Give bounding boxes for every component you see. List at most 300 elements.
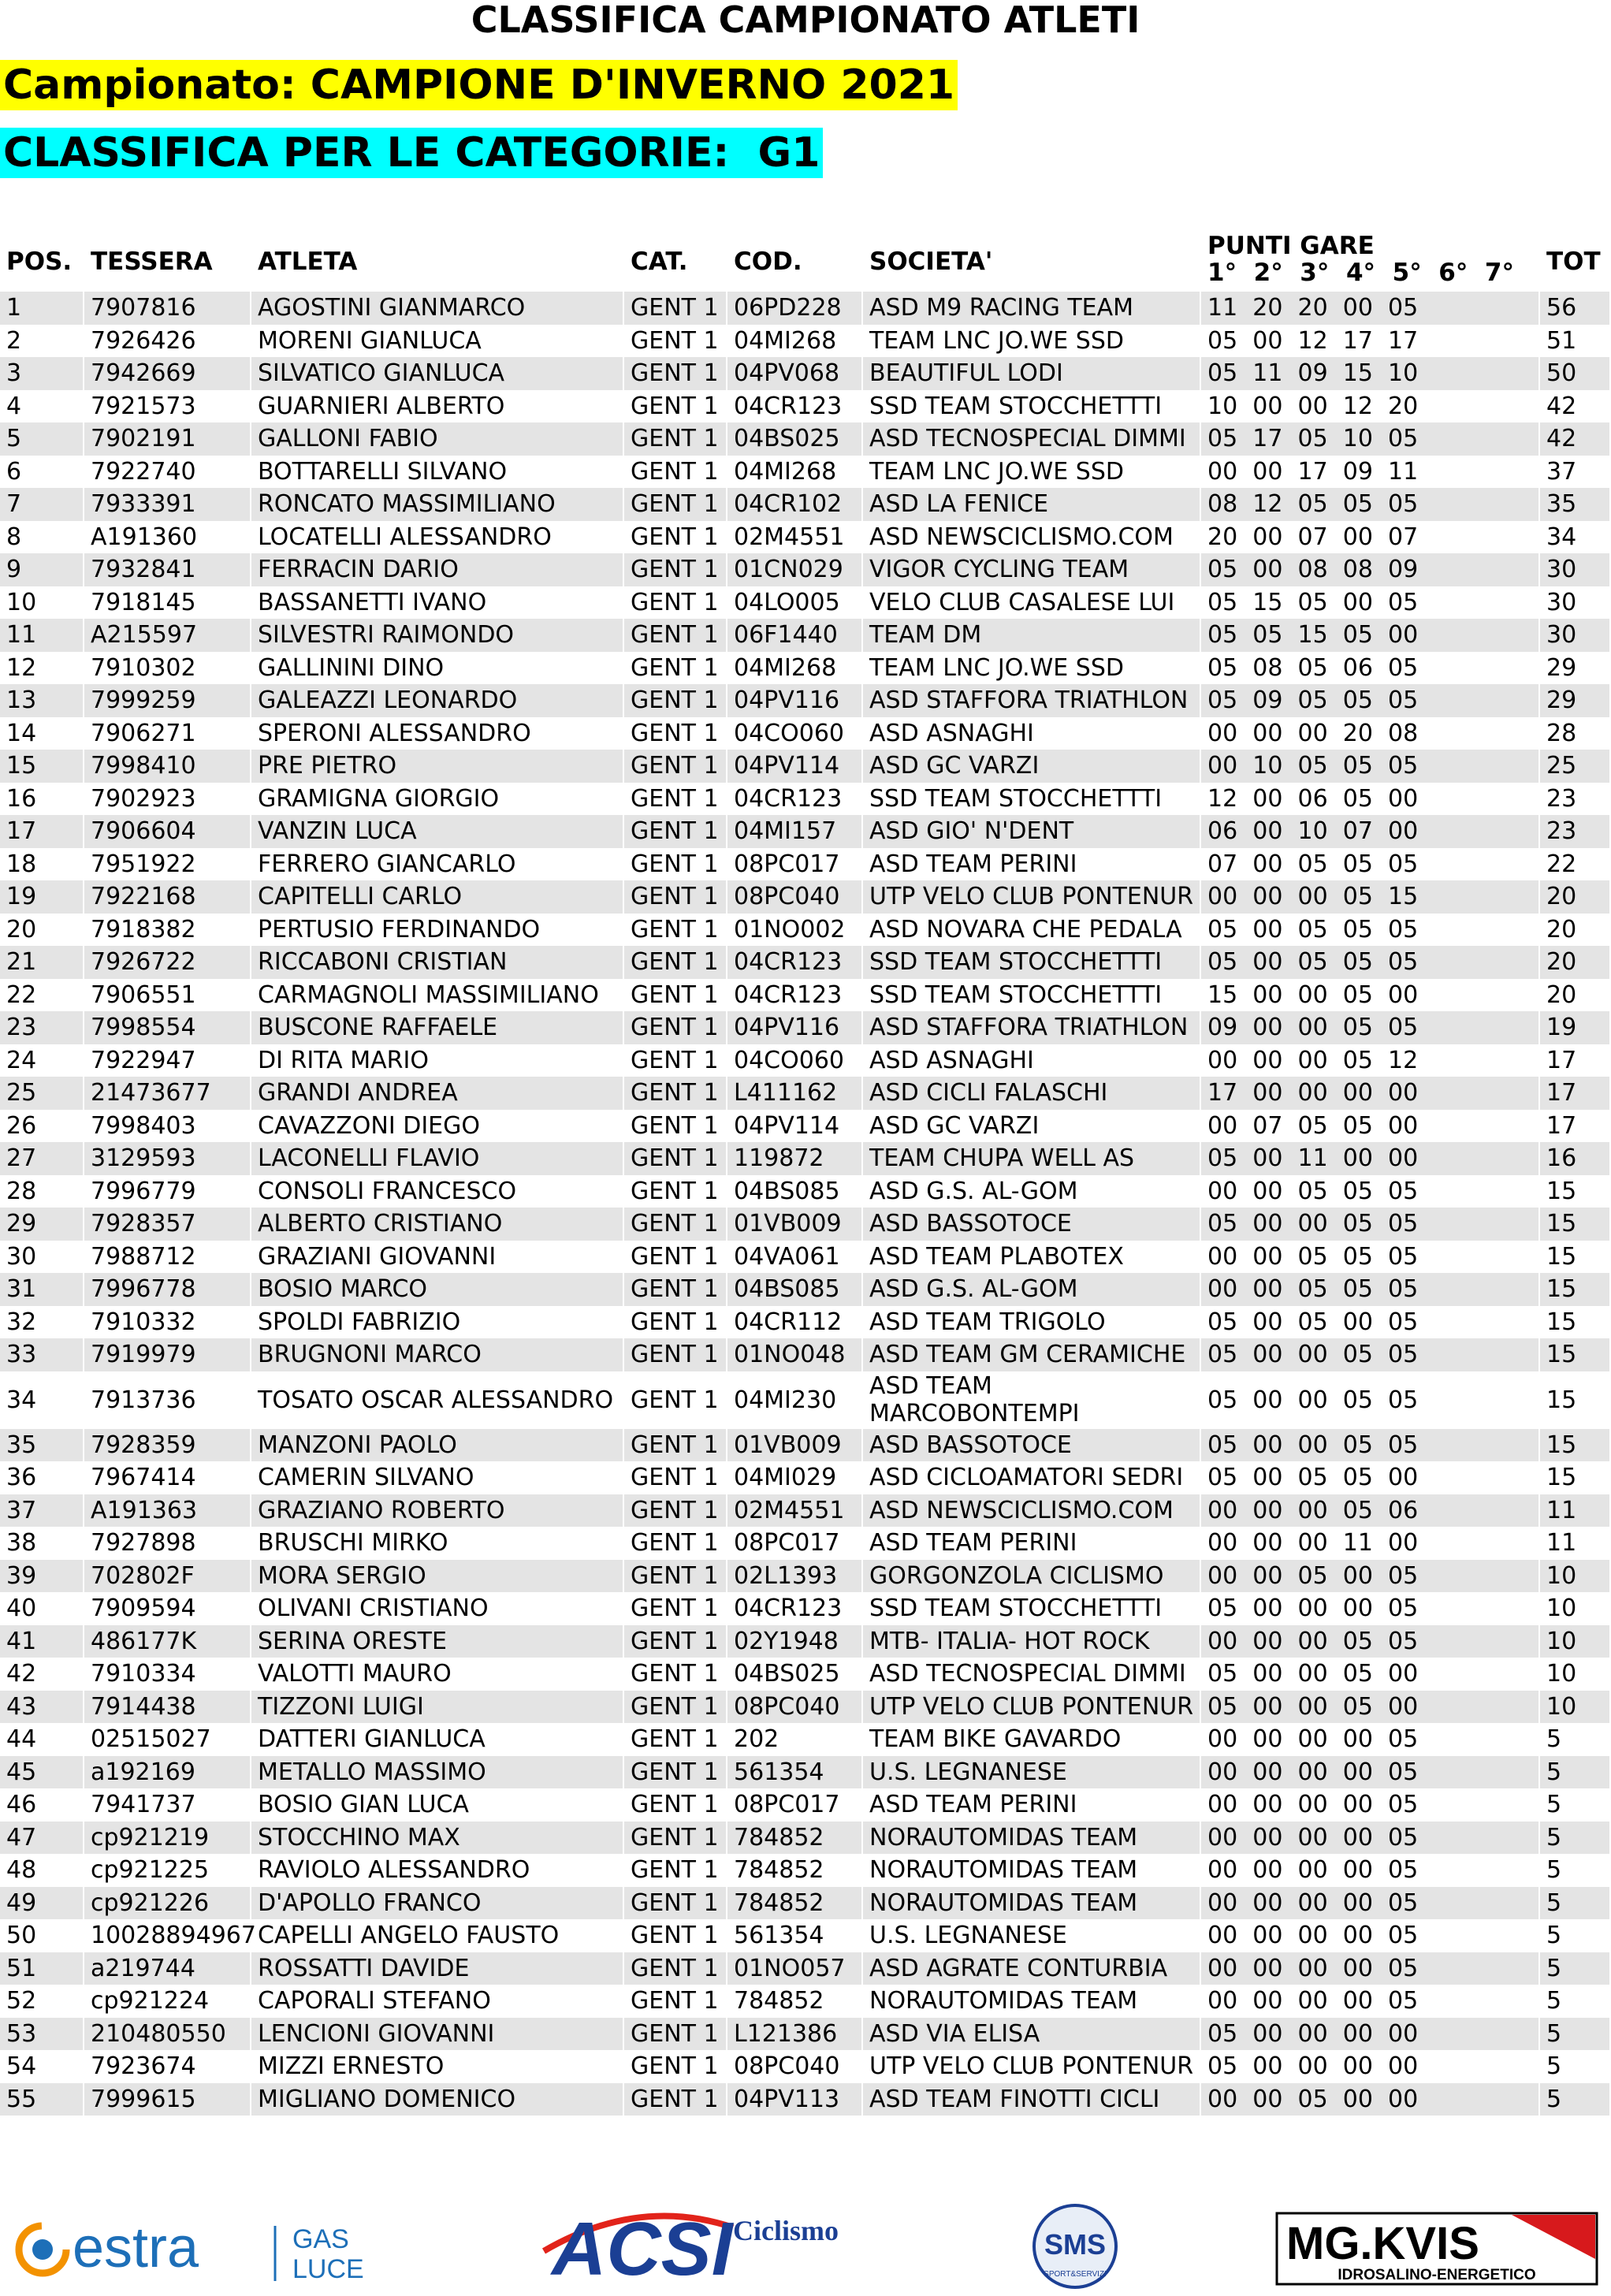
cell-cat: GENT 1 — [624, 684, 726, 717]
cell-atleta: SERINA ORESTE — [251, 1625, 623, 1658]
cell-societa: UTP VELO CLUB PONTENUR — [863, 1691, 1200, 1724]
cell-cod: 784852 — [727, 1887, 861, 1920]
cell-pos: 38 — [6, 1529, 37, 1557]
table-row — [0, 1919, 1611, 1952]
table-row — [0, 586, 1611, 620]
cell-cat: GENT 1 — [631, 1177, 719, 1205]
cell-pos: 30 — [6, 1242, 37, 1271]
cell-pos: 28 — [6, 1177, 37, 1205]
cell-tot: 37 — [1546, 457, 1577, 486]
cell-tessera: 7941737 — [91, 1791, 196, 1819]
cell-tessera: 7906604 — [84, 815, 250, 848]
cell-tot: 30 — [1546, 588, 1577, 616]
cell-tessera: 7967414 — [91, 1464, 196, 1492]
table-row — [0, 292, 1611, 325]
sponsor-bar — [0, 2191, 1611, 2296]
cell-cat: GENT 1 — [631, 1725, 719, 1754]
cell-pos: 33 — [0, 1338, 83, 1371]
cell-cat: GENT 1 — [631, 1791, 719, 1819]
table-row — [0, 1592, 1611, 1625]
cell-tessera: 7922168 — [84, 880, 250, 914]
cell-cod: 01NO057 — [727, 1952, 861, 1985]
cell-pos: 14 — [6, 719, 37, 747]
cell-punti: 05 00 05 05 00 — [1207, 1464, 1419, 1492]
cell-pos: 27 — [0, 1142, 83, 1175]
table-row — [0, 783, 1611, 816]
cell-tessera: 7996778 — [84, 1273, 250, 1306]
cell-atleta: SILVESTRI RAIMONDO — [251, 619, 623, 652]
cell-cat: GENT 1 — [624, 1952, 726, 1985]
cell-atleta: GRAZIANO ROBERTO — [251, 1494, 623, 1528]
cell-societa: GORGONZOLA CICLISMO — [863, 1560, 1200, 1593]
cell-cat: GENT 1 — [624, 1560, 726, 1593]
cell-cod: 01NO048 — [727, 1338, 861, 1371]
cell-societa: NORAUTOMIDAS TEAM — [869, 1987, 1138, 2015]
cell-cat: GENT 1 — [631, 588, 719, 616]
cell-tot: 5 — [1546, 1987, 1562, 2015]
cell-cat: GENT 1 — [624, 553, 726, 586]
table-row — [0, 1527, 1611, 1560]
cell-tessera: 7996779 — [91, 1177, 196, 1205]
table-row — [0, 1273, 1611, 1306]
cell-tot: 5 — [1546, 1791, 1562, 1819]
cell-societa: SSD TEAM STOCCHETTTI — [869, 392, 1163, 420]
cell-societa: ASD BASSOTOCE — [863, 1208, 1200, 1241]
cell-cod: 04VA061 — [734, 1242, 840, 1271]
cell-societa: ASD NEWSCICLISMO.COM — [869, 523, 1174, 551]
cell-punti: 00 00 00 05 06 — [1201, 1494, 1538, 1528]
estra-luce: LUCE — [292, 2254, 364, 2284]
cell-atleta: BOSIO GIAN LUCA — [258, 1791, 469, 1819]
cell-cat: GENT 1 — [631, 326, 719, 355]
cell-punti: 00 00 05 00 05 — [1201, 1560, 1538, 1593]
cell-tot: 28 — [1546, 719, 1577, 747]
cell-pos: 55 — [0, 2083, 83, 2116]
cell-tessera: 7914438 — [84, 1691, 250, 1724]
cell-punti: 00 00 00 00 05 — [1201, 1887, 1538, 1920]
cell-pos: 4 — [6, 392, 22, 420]
cell-cod: 04CR123 — [734, 784, 843, 813]
cell-atleta: LACONELLI FLAVIO — [251, 1142, 623, 1175]
cell-cat: GENT 1 — [631, 457, 719, 486]
mgkvis-sub: IDROSALINO-ENERGETICO — [1338, 2267, 1536, 2283]
cell-societa: ASD VIA ELISA — [863, 2018, 1200, 2051]
cell-atleta: METALLO MASSIMO — [251, 1756, 623, 1789]
table-row — [0, 914, 1611, 947]
cell-cod: 04CR123 — [734, 981, 843, 1009]
cell-pos: 15 — [0, 750, 83, 783]
cell-cod: 04PV116 — [727, 684, 861, 717]
cell-tot: 5 — [1546, 1922, 1562, 1950]
cell-punti: 05 00 00 00 00 — [1207, 2052, 1419, 2081]
table-row — [0, 1175, 1611, 1208]
cell-tessera: 7988712 — [91, 1242, 196, 1271]
cell-pos: 46 — [6, 1791, 37, 1819]
cell-pos: 44 — [6, 1725, 37, 1754]
cell-atleta: ROSSATTI DAVIDE — [251, 1952, 623, 1985]
cell-societa: ASD CICLOAMATORI SEDRI — [869, 1464, 1184, 1492]
estra-gas: GAS — [292, 2224, 349, 2254]
col-tot: TOT — [1546, 247, 1601, 276]
cell-pos: 10 — [6, 588, 37, 616]
cell-tessera: 7907816 — [84, 292, 250, 325]
cell-tot: 20 — [1540, 946, 1609, 979]
cell-tot: 17 — [1546, 1046, 1577, 1074]
cell-societa: SSD TEAM STOCCHETTTI — [869, 784, 1163, 813]
cell-punti: 05 00 05 05 05 — [1201, 946, 1538, 979]
cell-societa: ASD ASNAGHI — [869, 719, 1034, 747]
cell-cat: GENT 1 — [624, 1625, 726, 1658]
cell-tessera: 7910302 — [91, 653, 196, 682]
cell-cat: GENT 1 — [624, 1756, 726, 1789]
cell-tot: 17 — [1540, 1077, 1609, 1110]
cell-pos: 39 — [0, 1560, 83, 1593]
cell-societa: TEAM LNC JO.WE SSD — [869, 457, 1124, 486]
cell-tessera: 7999259 — [84, 684, 250, 717]
category-heading: CLASSIFICA PER LE CATEGORIE: G1 — [0, 128, 823, 178]
table-row — [0, 1461, 1611, 1494]
cell-punti: 05 00 00 05 00 — [1207, 1660, 1419, 1688]
cell-cod: 08PC017 — [734, 1529, 840, 1557]
cell-pos: 29 — [0, 1208, 83, 1241]
cell-pos: 18 — [6, 850, 37, 878]
cell-pos: 24 — [6, 1046, 37, 1074]
cell-punti: 05 09 05 05 05 — [1201, 684, 1538, 717]
cell-cod: 04MI230 — [734, 1386, 837, 1414]
cell-cat: GENT 1 — [631, 2052, 719, 2081]
cell-pos: 45 — [0, 1756, 83, 1789]
cell-societa: TEAM CHUPA WELL AS — [863, 1142, 1200, 1175]
page-title: CLASSIFICA CAMPIONATO ATLETI — [471, 0, 1140, 41]
cell-pos: 6 — [6, 457, 22, 486]
cell-societa: U.S. LEGNANESE — [863, 1756, 1200, 1789]
cell-tessera: 7909594 — [91, 1595, 196, 1623]
cell-societa: ASD TEAM MARCOBONTEMPI — [869, 1372, 1080, 1427]
cell-punti: 00 00 00 20 08 — [1207, 719, 1419, 747]
cell-cat: GENT 1 — [631, 1987, 719, 2015]
cell-tot: 19 — [1540, 1011, 1609, 1044]
cell-cat: GENT 1 — [624, 1822, 726, 1855]
cell-atleta: VALOTTI MAURO — [258, 1660, 452, 1688]
cell-pos: 47 — [0, 1822, 83, 1855]
cell-tot: 15 — [1540, 1208, 1609, 1241]
cell-atleta: BASSANETTI IVANO — [258, 588, 487, 616]
cell-tot: 23 — [1546, 784, 1577, 813]
cell-punti: 05 00 00 05 05 — [1201, 1429, 1538, 1462]
cell-tot: 5 — [1546, 1856, 1562, 1885]
cell-cod: 04LO005 — [734, 588, 840, 616]
cell-atleta: GALLININI DINO — [258, 653, 445, 682]
cell-punti: 05 00 11 00 00 — [1201, 1142, 1538, 1175]
cell-cod: 04MI268 — [734, 653, 837, 682]
col-race-numbers: 1° 2° 3° 4° 5° 6° 7° — [1207, 259, 1514, 287]
cell-tot: 56 — [1540, 292, 1609, 325]
cell-societa: ASD TEAM PERINI — [869, 1529, 1077, 1557]
cell-tot: 10 — [1540, 1625, 1609, 1658]
cell-societa: NORAUTOMIDAS TEAM — [869, 1856, 1138, 1885]
cell-punti: 09 00 00 05 05 — [1201, 1011, 1538, 1044]
cell-societa: BEAUTIFUL LODI — [863, 357, 1200, 390]
cell-cod: 04CR123 — [734, 392, 843, 420]
cell-pos: 3 — [0, 357, 83, 390]
cell-pos: 36 — [6, 1464, 37, 1492]
cell-tessera: 7933391 — [84, 488, 250, 521]
cell-atleta: GRAMIGNA GIORGIO — [258, 784, 500, 813]
cell-tessera: 7932841 — [84, 553, 250, 586]
cell-tot: 20 — [1546, 915, 1577, 943]
table-row — [0, 1077, 1611, 1110]
cell-tot: 10 — [1546, 1660, 1577, 1688]
cell-cod: L121386 — [727, 2018, 861, 2051]
cell-tessera: A191363 — [84, 1494, 250, 1528]
cell-tot: 51 — [1546, 326, 1577, 355]
table-row — [0, 1044, 1611, 1077]
cell-atleta: MIZZI ERNESTO — [258, 2052, 445, 2081]
col-tessera: TESSERA — [91, 247, 213, 276]
cell-cat: GENT 1 — [624, 1208, 726, 1241]
cell-societa: MTB- ITALIA- HOT ROCK — [863, 1625, 1200, 1658]
cell-punti: 05 00 00 05 00 — [1201, 1691, 1538, 1724]
cell-punti: 07 00 05 05 05 — [1207, 850, 1419, 878]
cell-punti: 05 00 05 05 05 — [1207, 915, 1419, 943]
table-row — [0, 1110, 1611, 1143]
cell-cat: GENT 1 — [631, 1529, 719, 1557]
cell-tessera: 7998403 — [91, 1111, 196, 1140]
cell-atleta: PERTUSIO FERDINANDO — [258, 915, 541, 943]
cell-atleta: VANZIN LUCA — [251, 815, 623, 848]
cell-tot: 22 — [1546, 850, 1577, 878]
cell-tot: 30 — [1540, 553, 1609, 586]
cell-atleta: GRANDI ANDREA — [251, 1077, 623, 1110]
cell-punti: 15 00 00 05 00 — [1207, 981, 1419, 1009]
cell-tot: 15 — [1546, 1464, 1577, 1492]
cell-cod: L411162 — [727, 1077, 861, 1110]
standings-table — [0, 292, 1611, 2116]
cell-cat: GENT 1 — [624, 750, 726, 783]
cell-societa: ASD TEAM PLABOTEX — [869, 1242, 1124, 1271]
cell-atleta: CAPELLI ANGELO FAUSTO — [258, 1922, 560, 1950]
cell-tot: 11 — [1540, 1494, 1609, 1528]
table-row — [0, 1371, 1611, 1429]
cell-pos: 31 — [0, 1273, 83, 1306]
cell-cod: 202 — [734, 1725, 779, 1754]
cell-tessera: 7928359 — [84, 1429, 250, 1462]
cell-cat: GENT 1 — [624, 1887, 726, 1920]
cell-pos: 7 — [0, 488, 83, 521]
cell-societa: TEAM DM — [863, 619, 1200, 652]
cell-pos: 8 — [6, 523, 22, 551]
cell-tot: 5 — [1540, 1952, 1609, 1985]
table-row — [0, 390, 1611, 423]
cell-punti: 00 00 00 00 05 — [1201, 1822, 1538, 1855]
cell-tot: 10 — [1546, 1595, 1577, 1623]
cell-cod: 08PC040 — [734, 2052, 840, 2081]
cell-punti: 05 17 05 10 05 — [1201, 422, 1538, 456]
cell-cat: GENT 1 — [624, 2018, 726, 2051]
cell-cod: 04PV068 — [727, 357, 861, 390]
cell-atleta: CARMAGNOLI MASSIMILIANO — [258, 981, 599, 1009]
cell-tessera: 3129593 — [84, 1142, 250, 1175]
cell-tot: 42 — [1540, 422, 1609, 456]
cell-cat: GENT 1 — [631, 1464, 719, 1492]
cell-cod: 04CO060 — [734, 1046, 844, 1074]
table-row — [0, 1658, 1611, 1691]
cell-tessera: 7913736 — [91, 1386, 196, 1414]
cell-tessera: 7926426 — [91, 326, 196, 355]
cell-atleta: RONCATO MASSIMILIANO — [251, 488, 623, 521]
table-row — [0, 619, 1611, 652]
cell-societa: ASD TEAM TRIGOLO — [869, 1308, 1106, 1336]
table-row — [0, 422, 1611, 456]
table-row — [0, 652, 1611, 685]
cell-tot: 15 — [1540, 1338, 1609, 1371]
cell-tessera: 7922740 — [91, 457, 196, 486]
cell-cod: 01NO002 — [734, 915, 846, 943]
cell-atleta: MIGLIANO DOMENICO — [251, 2083, 623, 2116]
cell-pos: 40 — [6, 1595, 37, 1623]
cell-pos: 20 — [6, 915, 37, 943]
sms-wordmark: SMS — [1044, 2228, 1107, 2261]
cell-punti: 00 07 05 05 00 — [1207, 1111, 1419, 1140]
table-row — [0, 456, 1611, 489]
cell-cod: 04BS085 — [734, 1177, 840, 1205]
cell-punti: 00 00 00 05 12 — [1207, 1046, 1419, 1074]
cell-tessera: 7927898 — [91, 1529, 196, 1557]
cell-societa: ASD BASSOTOCE — [863, 1429, 1200, 1462]
estra-wordmark: estra — [73, 2216, 199, 2279]
cell-pos: 50 — [6, 1922, 37, 1950]
cell-tot: 10 — [1540, 1560, 1609, 1593]
cell-societa: ASD G.S. AL-GOM — [863, 1273, 1200, 1306]
cell-cod: 08PC017 — [734, 850, 840, 878]
cell-punti: 05 00 12 17 17 — [1207, 326, 1419, 355]
cell-cod: 02M4551 — [727, 1494, 861, 1528]
cell-tessera: cp921219 — [84, 1822, 250, 1855]
cell-punti: 00 00 00 05 05 — [1201, 1625, 1538, 1658]
acsi-logo — [536, 2196, 851, 2287]
cell-atleta: D'APOLLO FRANCO — [251, 1887, 623, 1920]
cell-tot: 15 — [1546, 1242, 1577, 1271]
cell-cod: 01VB009 — [727, 1208, 861, 1241]
cell-pos: 23 — [0, 1011, 83, 1044]
cell-cod: 04BS025 — [734, 1660, 840, 1688]
cell-atleta: RAVIOLO ALESSANDRO — [258, 1856, 530, 1885]
cell-atleta: GALLONI FABIO — [251, 422, 623, 456]
cell-tot: 5 — [1540, 1887, 1609, 1920]
cell-tessera: 7923674 — [91, 2052, 196, 2081]
cell-societa: ASD TEAM PERINI — [869, 850, 1077, 878]
table-row — [0, 1723, 1611, 1756]
cell-atleta: ALBERTO CRISTIANO — [251, 1208, 623, 1241]
cell-cat: GENT 1 — [624, 880, 726, 914]
cell-atleta: BRUSCHI MIRKO — [258, 1529, 448, 1557]
cell-societa: TEAM LNC JO.WE SSD — [869, 653, 1124, 682]
cell-punti: 05 00 00 05 05 — [1207, 1386, 1419, 1414]
cell-atleta: SILVATICO GIANLUCA — [251, 357, 623, 390]
cell-punti: 00 00 05 00 00 — [1201, 2083, 1538, 2116]
cell-punti: 20 00 07 00 07 — [1207, 523, 1419, 551]
cell-tot: 15 — [1546, 1386, 1577, 1414]
col-pos: POS. — [6, 247, 73, 276]
cell-societa: ASD GC VARZI — [863, 750, 1200, 783]
cell-societa: VIGOR CYCLING TEAM — [863, 553, 1200, 586]
cell-atleta: AGOSTINI GIANMARCO — [251, 292, 623, 325]
table-header — [0, 230, 1611, 292]
cell-cat: GENT 1 — [631, 981, 719, 1009]
table-row — [0, 880, 1611, 914]
cell-cat: GENT 1 — [624, 1338, 726, 1371]
table-row — [0, 521, 1611, 554]
table-row — [0, 1985, 1611, 2018]
cell-cod: 06F1440 — [727, 619, 861, 652]
cell-punti: 11 20 20 00 05 — [1201, 292, 1538, 325]
cell-tot: 42 — [1546, 392, 1577, 420]
cell-pos: 17 — [0, 815, 83, 848]
cell-cod: 04MI268 — [734, 326, 837, 355]
cell-pos: 13 — [0, 684, 83, 717]
cell-tessera: 7918145 — [91, 588, 196, 616]
table-row — [0, 1822, 1611, 1855]
cell-societa: ASD AGRATE CONTURBIA — [863, 1952, 1200, 1985]
table-row — [0, 553, 1611, 586]
cell-tessera: 7999615 — [84, 2083, 250, 2116]
cell-cat: GENT 1 — [624, 815, 726, 848]
table-row — [0, 1691, 1611, 1724]
cell-pos: 16 — [6, 784, 37, 813]
cell-tot: 20 — [1546, 981, 1577, 1009]
cell-punti: 05 00 08 08 09 — [1201, 553, 1538, 586]
cell-tessera: 486177K — [84, 1625, 250, 1658]
cell-cat: GENT 1 — [624, 1429, 726, 1462]
cell-tessera: 7918382 — [91, 915, 196, 943]
cell-punti: 00 00 00 00 05 — [1207, 1922, 1419, 1950]
cell-pos: 43 — [0, 1691, 83, 1724]
cell-tot: 29 — [1540, 684, 1609, 717]
cell-atleta: FERRERO GIANCARLO — [258, 850, 516, 878]
cell-societa: ASD GC VARZI — [869, 1111, 1040, 1140]
cell-cat: GENT 1 — [631, 1111, 719, 1140]
col-atleta: ATLETA — [258, 247, 358, 276]
cell-societa: ASD STAFFORA TRIATHLON — [863, 1011, 1200, 1044]
cell-cod: 04MI268 — [734, 457, 837, 486]
table-row — [0, 357, 1611, 390]
cell-cat: GENT 1 — [624, 422, 726, 456]
cell-cod: 04PV114 — [734, 1111, 840, 1140]
cell-tessera: 7902191 — [84, 422, 250, 456]
cell-cat: GENT 1 — [631, 653, 719, 682]
cell-societa: ASD LA FENICE — [863, 488, 1200, 521]
cell-punti: 05 05 15 05 00 — [1201, 619, 1538, 652]
cell-societa: SSD TEAM STOCCHETTTI — [863, 946, 1200, 979]
cell-pos: 49 — [0, 1887, 83, 1920]
table-row — [0, 1887, 1611, 1920]
cell-atleta: MORA SERGIO — [251, 1560, 623, 1593]
cell-tot: 5 — [1540, 1822, 1609, 1855]
cell-cod: 04CR102 — [727, 488, 861, 521]
table-row — [0, 1011, 1611, 1044]
cell-cod: 561354 — [734, 1922, 824, 1950]
cell-cat: GENT 1 — [624, 1273, 726, 1306]
cell-atleta: FERRACIN DARIO — [251, 553, 623, 586]
cell-cat: GENT 1 — [631, 1922, 719, 1950]
cell-punti: 00 00 00 00 05 — [1207, 1856, 1419, 1885]
cell-atleta: SPOLDI FABRIZIO — [258, 1308, 461, 1336]
cell-tot: 15 — [1546, 1177, 1577, 1205]
cell-cod: 04CO060 — [734, 719, 844, 747]
cell-pos: 9 — [0, 553, 83, 586]
cell-tessera: a192169 — [84, 1756, 250, 1789]
cell-atleta: DATTERI GIANLUCA — [258, 1725, 486, 1754]
